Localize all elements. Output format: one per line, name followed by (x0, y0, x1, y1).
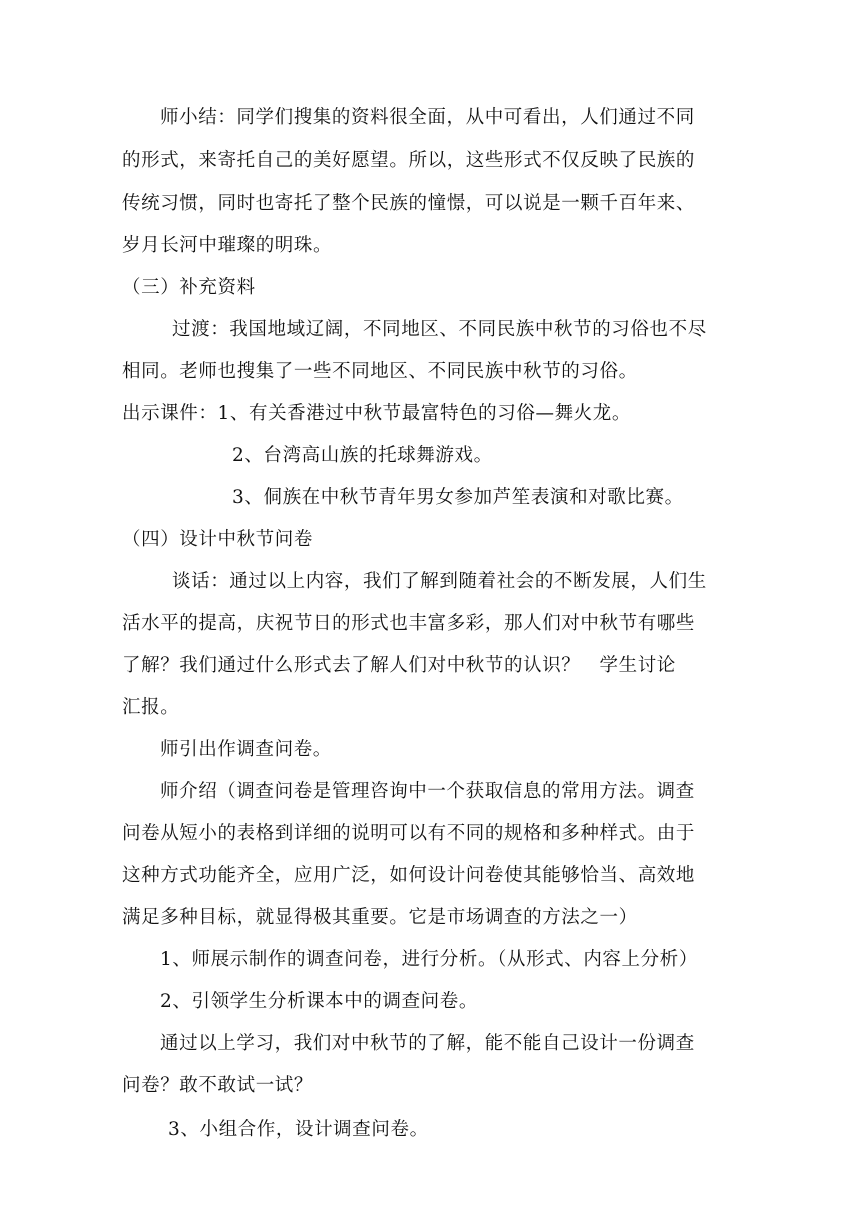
paragraph-line: 汇报。 (122, 697, 180, 718)
paragraph-line: 这种方式功能齐全，应用广泛，如何设计问卷使其能够恰当、高效地 (122, 865, 696, 886)
list-item: 3、侗族在中秋节青年男女参加芦笙表演和对歌比赛。 (232, 487, 684, 508)
list-item: 出示课件：1、有关香港过中秋节最富特色的习俗—舞火龙。 (122, 403, 631, 424)
paragraph-line: 问卷？敢不敢试一试？ (122, 1075, 314, 1096)
paragraph-line: 了解？我们通过什么形式去了解人们对中秋节的认识？ 学生讨论 (122, 655, 676, 676)
paragraph-line: 的形式，来寄托自己的美好愿望。所以，这些形式不仅反映了民族的 (122, 150, 696, 171)
paragraph-line: 师引出作调查问卷。 (160, 739, 332, 760)
section-heading: （三）补充资料 (122, 277, 256, 298)
paragraph-line: 活水平的提高，庆祝节日的形式也丰富多彩，那人们对中秋节有哪些 (122, 613, 696, 634)
list-item: 1、师展示制作的调查问卷，进行分析。（从形式、内容上分析） (160, 949, 698, 970)
paragraph-line: 过渡：我国地域辽阔，不同地区、不同民族中秋节的习俗也不尽 (172, 319, 707, 340)
paragraph-line: 满足多种目标，就显得极其重要。它是市场调查的方法之一） (122, 907, 638, 928)
list-item: 3、小组合作，设计调查问卷。 (168, 1119, 429, 1140)
paragraph-line: 问卷从短小的表格到详细的说明可以有不同的规格和多种样式。由于 (122, 823, 696, 844)
paragraph-line: 相同。老师也搜集了一些不同地区、不同民族中秋节的习俗。 (122, 361, 638, 382)
paragraph-line: 通过以上学习，我们对中秋节的了解，能不能自己设计一份调查 (160, 1033, 695, 1054)
list-item: 2、台湾高山族的托球舞游戏。 (232, 445, 493, 466)
paragraph-line: 师小结：同学们搜集的资料很全面，从中可看出，人们通过不同 (160, 107, 695, 128)
paragraph-line: 谈话：通过以上内容，我们了解到随着社会的不断发展，人们生 (172, 571, 707, 592)
paragraph-line: 传统习惯，同时也寄托了整个民族的憧憬，可以说是一颗千百年来、 (122, 193, 696, 214)
paragraph-line: 师介绍（调查问卷是管理咨询中一个获取信息的常用方法。调查 (160, 781, 695, 802)
section-heading: （四）设计中秋节问卷 (122, 529, 314, 550)
list-item: 2、引领学生分析课本中的调查问卷。 (160, 991, 478, 1012)
paragraph-line: 岁月长河中璀璨的明珠。 (122, 235, 333, 256)
